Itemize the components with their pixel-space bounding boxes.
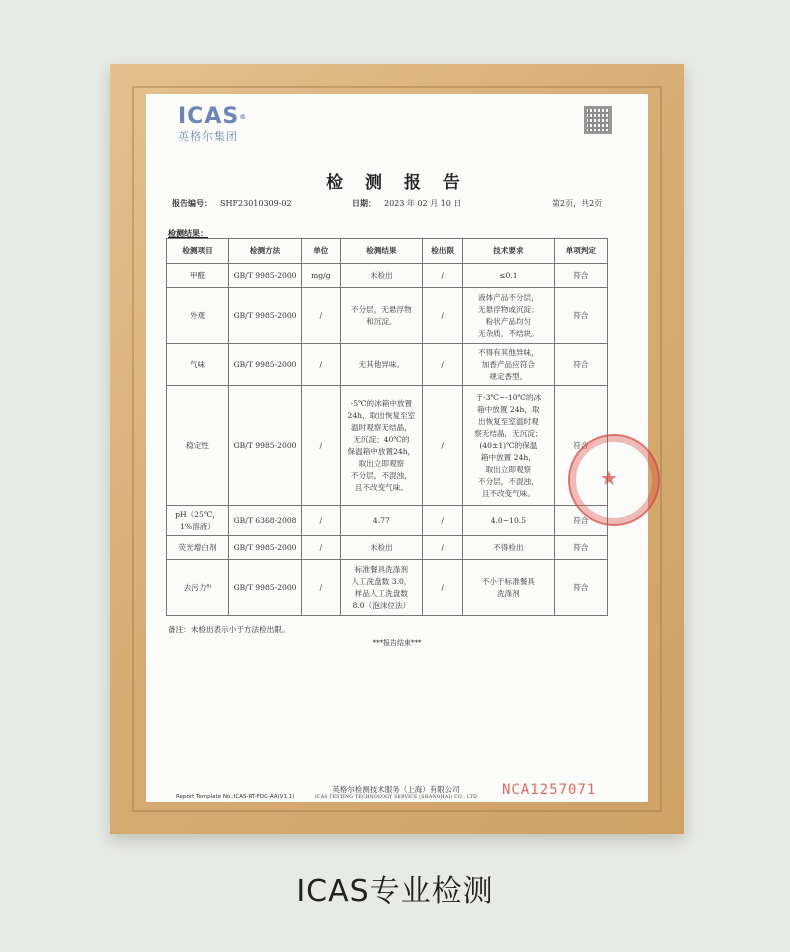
report-date-label: 日期： xyxy=(352,198,376,208)
logo-subtitle: 英格尔集团 xyxy=(178,130,238,143)
column-header: 技术要求 xyxy=(463,239,555,264)
cell-method: GB/T 9985-2000 xyxy=(229,560,302,616)
report-number xyxy=(172,198,292,209)
cell-limit: / xyxy=(423,560,463,616)
report-date xyxy=(352,198,461,209)
cell-limit: / xyxy=(423,536,463,560)
table-note: 备注：未检出表示小于方法检出限。 xyxy=(168,625,290,634)
logo-main-text: ICAS xyxy=(178,104,240,129)
cell-requirement: 不得有其他异味， 加香产品应符合 规定香型。 xyxy=(463,344,555,386)
cell-requirement: 液体产品不分层， 无悬浮物或沉淀； 粉状产品均匀 无杂质，不结块。 xyxy=(463,288,555,344)
cell-result: 4.77 xyxy=(340,506,423,536)
company-name-cn: 英格尔检测技术服务（上海）有限公司 xyxy=(332,785,460,794)
cell-requirement: 4.0~10.5 xyxy=(463,506,555,536)
column-header: 检测方法 xyxy=(229,239,302,264)
table-row xyxy=(167,506,608,536)
cell-result: -5℃的冰箱中放置 24h，取出恢复至室 温时观察无结晶， 无沉淀；40℃的 保温箱中放置24h， 取出立即观察 不分层，不混浊， 且不改变气味。 xyxy=(340,386,423,506)
serial-number xyxy=(502,782,596,798)
cell-method: GB/T 9985-2000 xyxy=(229,264,302,288)
company-footer xyxy=(306,784,486,800)
cell-item: 稳定性 xyxy=(167,386,229,506)
cell-result: 无其他异味。 xyxy=(340,344,423,386)
table-header-row xyxy=(167,239,608,264)
cell-item: pH（25℃， 1%溶液） xyxy=(167,506,229,536)
cell-item: 外观 xyxy=(167,288,229,344)
report-title: 检 测 报 告 xyxy=(326,173,468,193)
cell-unit: / xyxy=(302,288,340,344)
cell-result: 未检出 xyxy=(340,536,423,560)
icas-logo xyxy=(178,106,247,144)
cell-judgement: 符合 xyxy=(554,386,607,506)
cell-unit: / xyxy=(302,344,340,386)
cell-item: 气味 xyxy=(167,344,229,386)
cell-method: GB/T 9985-2000 xyxy=(229,536,302,560)
report-date-value: 2023 年 02 月 10 日 xyxy=(384,199,462,208)
cell-result: 不分层，无悬浮物 和沉淀。 xyxy=(340,288,423,344)
cell-item: 荧光增白剂 xyxy=(167,536,229,560)
cell-result: 标准餐具洗涤剂 人工洗盘数 3.0， 样品人工洗盘数 8.0（泡沫位法） xyxy=(340,560,423,616)
template-number: Report Template No.:ICAS-RT-FDC-AA(V1.1) xyxy=(176,794,295,800)
column-header: 检测结果 xyxy=(340,239,423,264)
cell-judgement: 符合 xyxy=(554,264,607,288)
cell-unit: mg/g xyxy=(302,264,340,288)
report-number-value: SHF23010309-02 xyxy=(220,199,292,208)
qr-code-icon xyxy=(584,106,612,134)
table-row xyxy=(167,560,608,616)
cell-unit: / xyxy=(302,560,340,616)
results-table xyxy=(166,238,608,616)
company-name-en: ICAS TESTING TECHNOLOGY SERVICE (SHANGHAI) CO., LTD xyxy=(314,795,478,800)
seal-star-icon: ★ xyxy=(600,466,618,490)
cell-item: 去污力⁸⁾ xyxy=(167,560,229,616)
table-row xyxy=(167,288,608,344)
table-row xyxy=(167,386,608,506)
cell-requirement: 于-3℃~-10℃的冰 箱中放置 24h，取 出恢复至室温时观 察无结晶，无沉淀； (40±1)℃的保温 箱中放置 24h， 取出立即观察 不分层，不混浊， 且不改变气味。 xyxy=(463,386,555,506)
report-end-marker: ***报告结束*** xyxy=(372,639,422,647)
report-number-label: 报告编号： xyxy=(172,198,212,208)
cell-result: 未检出 xyxy=(340,264,423,288)
cell-judgement: 符合 xyxy=(554,344,607,386)
cell-judgement: 符合 xyxy=(554,506,607,536)
column-header: 检测项目 xyxy=(167,239,229,264)
cell-requirement: 不小于标准餐具 洗涤剂 xyxy=(463,560,555,616)
table-row xyxy=(167,264,608,288)
image-caption: ICAS专业检测 xyxy=(296,874,494,909)
cell-requirement: 不得检出 xyxy=(463,536,555,560)
cell-limit: / xyxy=(423,288,463,344)
cell-judgement: 符合 xyxy=(554,288,607,344)
nca-prefix: NCA xyxy=(502,782,531,798)
logo-registered-mark: ® xyxy=(239,113,248,121)
cell-item: 甲醛 xyxy=(167,264,229,288)
cell-method: GB/T 9985-2000 xyxy=(229,386,302,506)
cell-limit: / xyxy=(423,386,463,506)
cell-judgement: 符合 xyxy=(554,560,607,616)
cell-limit: / xyxy=(423,344,463,386)
cell-requirement: ≤0.1 xyxy=(463,264,555,288)
cell-unit: / xyxy=(302,386,340,506)
cell-method: GB/T 9985-2000 xyxy=(229,344,302,386)
table-row xyxy=(167,344,608,386)
column-header: 单位 xyxy=(302,239,340,264)
table-row xyxy=(167,536,608,560)
section-title: 检测结果： xyxy=(168,228,208,238)
cell-limit: / xyxy=(423,506,463,536)
cell-method: GB/T 9985-2000 xyxy=(229,288,302,344)
official-seal-stamp xyxy=(568,434,660,526)
cell-judgement: 符合 xyxy=(554,536,607,560)
serial-digits: 1257071 xyxy=(530,782,597,798)
cell-limit: / xyxy=(423,264,463,288)
column-header: 检出限 xyxy=(423,239,463,264)
report-paper xyxy=(146,94,648,802)
cell-unit: / xyxy=(302,506,340,536)
page-number: 第2页，共2页 xyxy=(552,199,603,208)
cell-method: GB/T 6368-2008 xyxy=(229,506,302,536)
cell-unit: / xyxy=(302,536,340,560)
column-header: 单项判定 xyxy=(554,239,607,264)
